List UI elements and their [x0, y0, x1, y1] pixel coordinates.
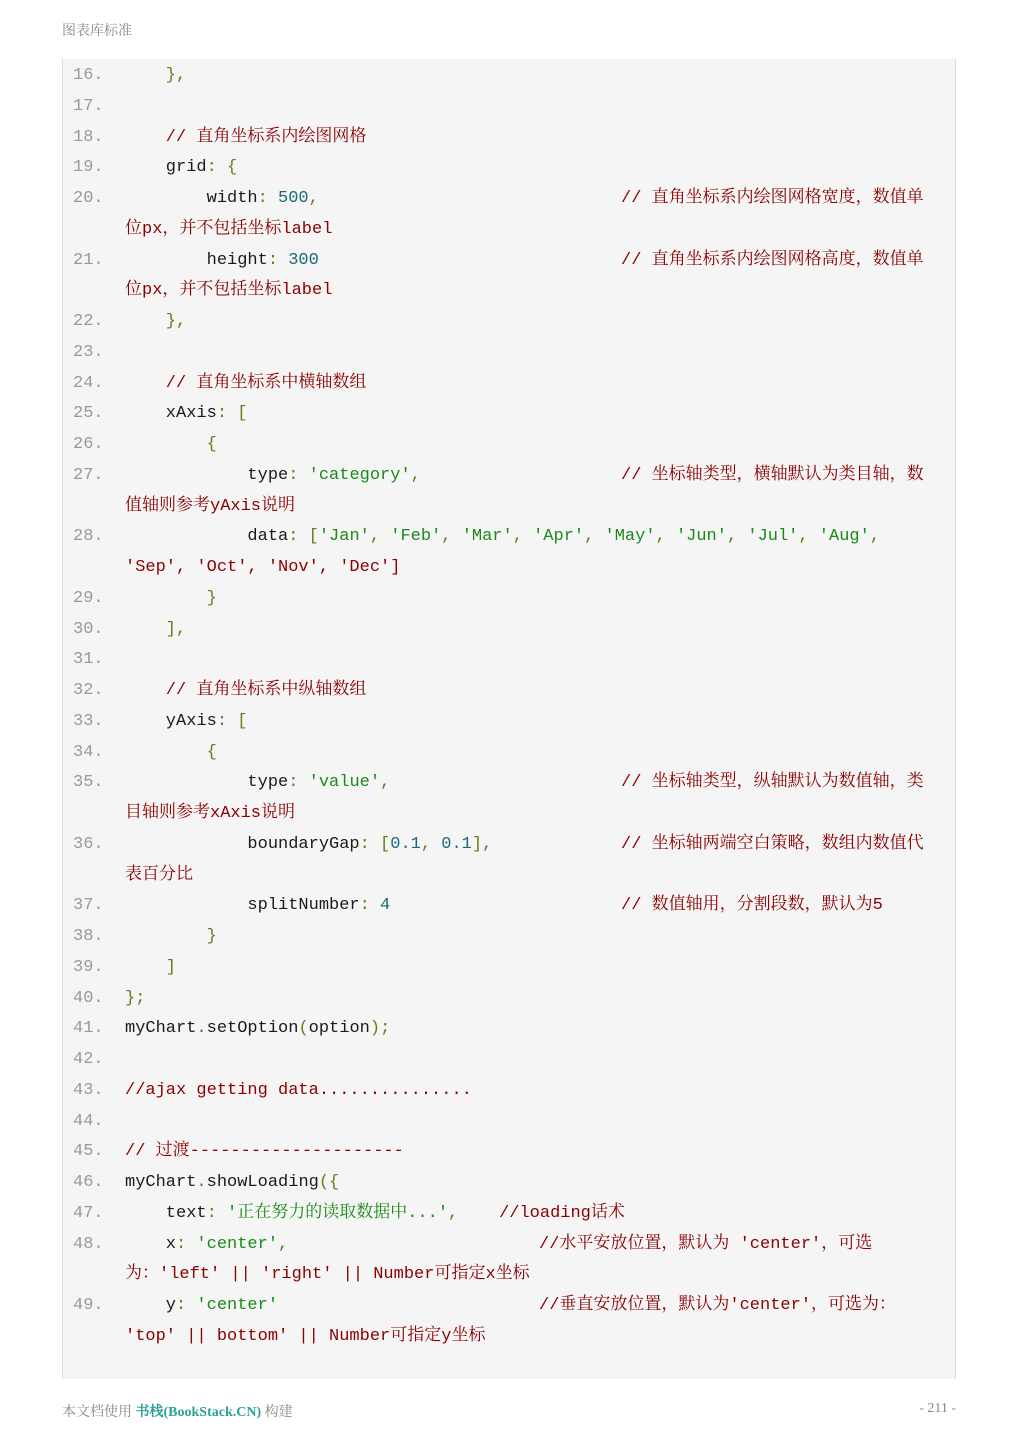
line-number: 35. — [73, 773, 104, 793]
code-line — [63, 91, 955, 122]
line-number: 40. — [73, 988, 104, 1008]
line-number: 33. — [73, 711, 104, 731]
code-block — [62, 59, 956, 1379]
code-text: 位px，并不包括坐标label — [125, 219, 333, 239]
code-text: yAxis: [ — [125, 711, 248, 731]
code-text: 表百分比 — [125, 865, 193, 885]
code-line — [63, 921, 955, 952]
code-text: // 直角坐标系中横轴数组 — [125, 373, 367, 393]
line-number: 39. — [73, 957, 104, 977]
footer-suffix: 构建 — [261, 1405, 293, 1420]
code-text: // 直角坐标系内绘图网格 — [125, 127, 367, 147]
code-text: 位px，并不包括坐标label — [125, 281, 333, 301]
code-text: 目轴则参考xAxis说明 — [125, 804, 296, 823]
code-text: // 过渡--------------------- — [125, 1142, 404, 1162]
code-line — [63, 429, 955, 460]
line-number: 30. — [73, 619, 104, 639]
code-line — [63, 245, 955, 276]
inline-comment: //水平安放位置，默认为 'center'，可选 — [539, 1234, 873, 1254]
code-text: height: 300 — [125, 250, 319, 270]
code-text: text: '正在努力的读取数据中...', //loading话术 — [125, 1203, 625, 1223]
line-number: 46. — [73, 1173, 104, 1192]
line-number: 16. — [73, 66, 104, 85]
code-text: { — [125, 435, 217, 454]
code-text: type: 'value', — [125, 773, 391, 793]
line-number: 49. — [73, 1296, 104, 1315]
code-text: 'top' || bottom' || Number可指定y坐标 — [125, 1326, 486, 1346]
line-number: 19. — [73, 158, 104, 178]
line-number: 22. — [73, 312, 104, 331]
line-number: 24. — [73, 373, 104, 393]
inline-comment: // 坐标轴类型，纵轴默认为数值轴，类 — [621, 773, 924, 793]
code-line — [63, 460, 955, 491]
line-number: 37. — [73, 896, 104, 916]
code-text: ] — [125, 957, 177, 977]
code-line — [63, 890, 955, 921]
line-number: 43. — [73, 1080, 104, 1100]
line-number: 47. — [73, 1203, 104, 1223]
code-line — [63, 706, 955, 737]
code-line — [63, 1106, 955, 1137]
line-number: 21. — [73, 250, 104, 270]
line-number: 41. — [73, 1019, 104, 1039]
line-number: 27. — [73, 465, 104, 485]
code-text: 'Sep', 'Oct', 'Nov', 'Dec'] — [125, 558, 401, 577]
inline-comment: // 直角坐标系内绘图网格高度，数值单 — [621, 250, 924, 270]
code-line — [63, 275, 955, 306]
code-text: { — [125, 742, 217, 762]
code-text: splitNumber: 4 — [125, 896, 391, 916]
code-line — [63, 952, 955, 983]
code-line — [63, 60, 955, 91]
code-line — [63, 614, 955, 645]
line-number: 20. — [73, 189, 104, 208]
code-line — [63, 1290, 955, 1321]
code-line — [63, 767, 955, 798]
code-line — [63, 1013, 955, 1044]
code-line — [63, 398, 955, 429]
line-number: 38. — [73, 927, 104, 946]
inline-comment: // 坐标轴两端空白策略，数组内数值代 — [621, 834, 924, 854]
code-line — [63, 552, 955, 583]
page-header: 图表库标准 — [62, 23, 132, 39]
line-number: 25. — [73, 404, 104, 424]
line-number: 32. — [73, 681, 104, 700]
code-line — [63, 183, 955, 214]
code-line — [63, 798, 955, 829]
code-text: ], — [125, 619, 187, 639]
code-text: 值轴则参考yAxis说明 — [125, 496, 296, 516]
code-text: } — [125, 588, 217, 608]
inline-comment: //垂直安放位置，默认为'center'，可选为： — [539, 1296, 897, 1315]
code-text: 为：'left' || 'right' || Number可指定x坐标 — [125, 1265, 530, 1285]
inline-comment: // 数值轴用，分割段数，默认为5 — [621, 896, 883, 916]
line-number: 31. — [73, 650, 104, 670]
code-line — [63, 122, 955, 153]
code-text: y: 'center' — [125, 1296, 279, 1315]
code-text: } — [125, 927, 217, 946]
code-text: }, — [125, 312, 187, 331]
code-line — [63, 1229, 955, 1260]
inline-comment: // 坐标轴类型，横轴默认为类目轴，数 — [621, 465, 924, 485]
code-line — [63, 521, 955, 552]
line-number: 48. — [73, 1234, 104, 1254]
line-number: 26. — [73, 435, 104, 454]
code-text: myChart.setOption(option); — [125, 1019, 391, 1039]
code-text: }; — [125, 988, 146, 1008]
code-line — [63, 1075, 955, 1106]
code-line — [63, 737, 955, 768]
page-number: - 211 - — [919, 1401, 956, 1416]
code-line — [63, 306, 955, 337]
code-text: type: 'category', — [125, 465, 421, 485]
code-line — [63, 491, 955, 522]
code-line — [63, 1136, 955, 1167]
footer-credit — [62, 1401, 293, 1421]
code-text: //ajax getting data............... — [125, 1080, 472, 1100]
code-line — [63, 829, 955, 860]
line-number: 44. — [73, 1111, 104, 1131]
inline-comment: // 直角坐标系内绘图网格宽度，数值单 — [621, 189, 924, 208]
code-line — [63, 1198, 955, 1229]
code-line — [63, 368, 955, 399]
code-text: // 直角坐标系中纵轴数组 — [125, 681, 367, 700]
code-text: boundaryGap: [0.1, 0.1], — [125, 834, 493, 854]
code-text: grid: { — [125, 158, 238, 178]
code-line — [63, 983, 955, 1014]
line-number: 18. — [73, 127, 104, 147]
code-line — [63, 675, 955, 706]
code-text: data: ['Jan', 'Feb', 'Mar', 'Apr', 'May', 'Jun', 'Jul', 'Aug', — [125, 527, 881, 547]
code-text: xAxis: [ — [125, 404, 248, 424]
code-line — [63, 1259, 955, 1290]
code-line — [63, 860, 955, 891]
line-number: 36. — [73, 834, 104, 854]
code-text: width: 500, — [125, 189, 319, 208]
code-line — [63, 1321, 955, 1352]
code-line — [63, 152, 955, 183]
footer-prefix: 本文档使用 — [62, 1405, 136, 1420]
line-number: 45. — [73, 1142, 104, 1162]
code-text: x: 'center', — [125, 1234, 289, 1254]
line-number: 23. — [73, 342, 104, 362]
line-number: 42. — [73, 1050, 104, 1069]
code-line — [63, 1167, 955, 1198]
code-line — [63, 214, 955, 245]
code-line — [63, 644, 955, 675]
line-number: 28. — [73, 527, 104, 547]
code-line — [63, 1044, 955, 1075]
line-number: 17. — [73, 96, 104, 116]
line-number: 34. — [73, 742, 104, 762]
line-number: 29. — [73, 588, 104, 608]
code-text: myChart.showLoading({ — [125, 1173, 340, 1192]
footer-brand-link[interactable]: 书栈(BookStack.CN) — [135, 1405, 262, 1420]
code-line — [63, 583, 955, 614]
code-text: }, — [125, 66, 187, 85]
code-line — [63, 337, 955, 368]
